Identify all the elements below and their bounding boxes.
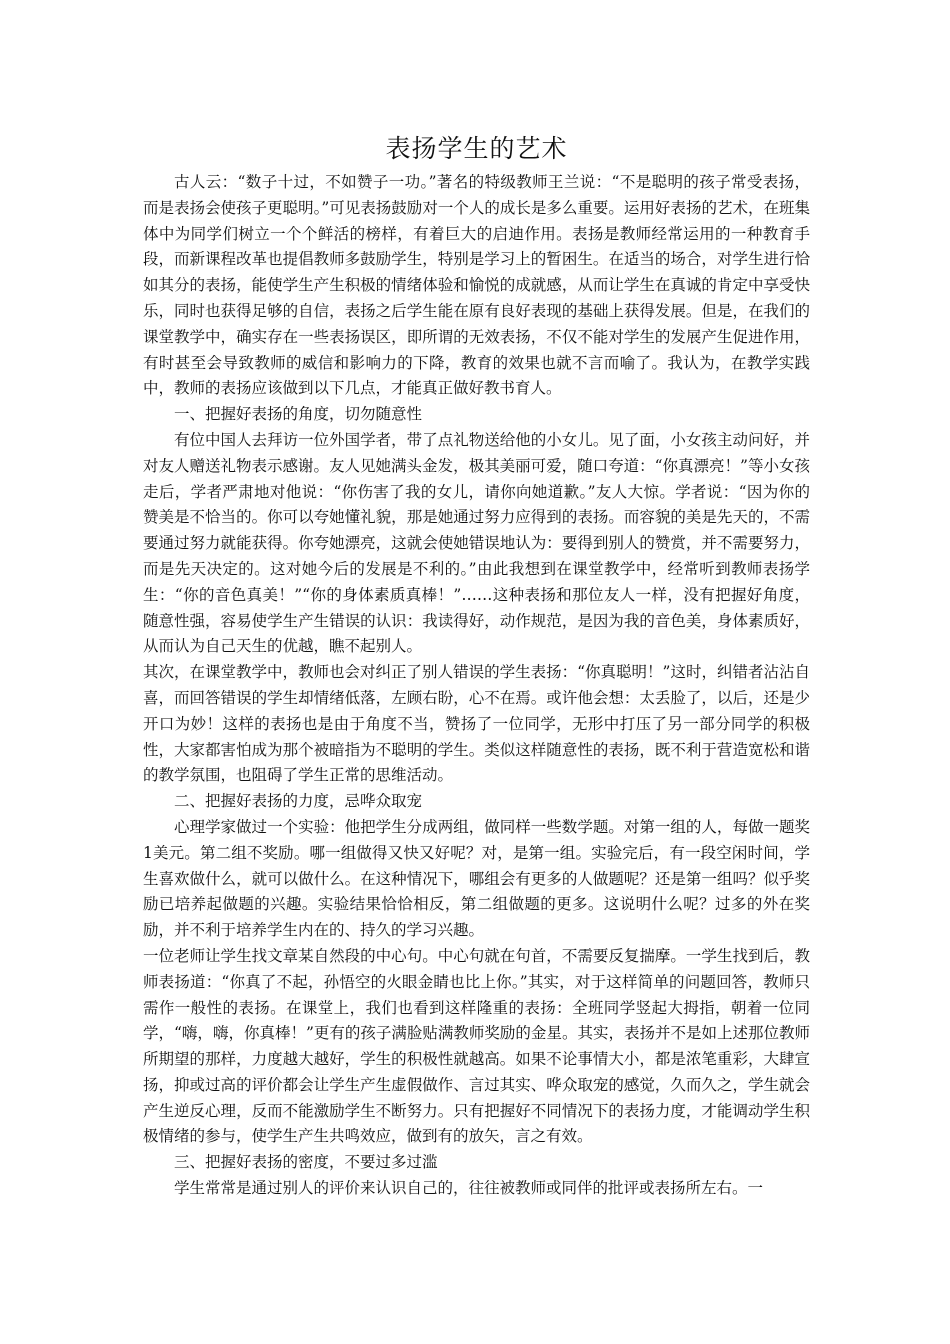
paragraph-density: 学生常常是通过别人的评价来认识自己的，往往被教师或同伴的批评或表扬所左右。一: [174, 1179, 764, 1198]
document-body: [143, 132, 810, 1202]
paragraph-secondly: 其次，在课堂教学中，教师也会对纠正了别人错误的学生表扬：“你真聪明！”这时，纠错者沾沾自喜，而回答错误的学生却情绪低落，左顾右盼，心不在焉。或许他会想：太丢脸了，以后，还是少开口为妙！这样的表扬也是由于角度不当，赞扬了一位同学，无形中打压了另一部分同学的积极性，大家都害怕成为那个被暗指为不聪明的学生。类似这样随意性的表扬，既不利于营造宽松和谐的教学氛围，也阻碍了学生正常的思维活动。: [143, 663, 810, 785]
document-title: 表扬学生的艺术: [385, 134, 568, 163]
paragraph-story: 有位中国人去拜访一位外国学者，带了点礼物送给他的小女儿。见了面，小女孩主动问好，并对友人赠送礼物表示感谢。友人见她满头金发，极其美丽可爱，随口夸道：“你真漂亮！”等小女孩走后，学者严肃地对他说：“你伤害了我的女儿，请你向她道歉。”友人大惊。学者说：“因为你的赞美是不恰当的。你可以夸她懂礼貌，那是她通过努力应得到的表扬。而容貌的美是先天的，不需要通过努力就能获得。你夸她漂亮，这就会使她错误地认为：要得到别人的赞赏，并不需要努力，而是先天决定的。这对她今后的发展是不利的。”由此我想到在课堂教学中，经常听到教师表扬学生：“你的音色真美！”“你的身体素质真棒！”……这种表扬和那位友人一样，没有把握好角度，随意性强，容易使学生产生错误的认识：我读得好，动作规范，是因为我的音色美，身体素质好，从而认为自己天生的优越，瞧不起别人。: [143, 430, 810, 656]
section-heading-2: 二、把握好表扬的力度，忌哗众取宠: [174, 792, 423, 811]
paragraph-teacher-example: 一位老师让学生找文章某自然段的中心句。中心句就在句首，不需要反复揣摩。一学生找到后，教师表扬道：“你真了不起，孙悟空的火眼金睛也比上你。”其实，对于这样简单的问题回答，教师只需作一般性的表扬。在课堂上，我们也看到这样隆重的表扬：全班同学竖起大拇指，朝着一位同学，“嗨，嗨，你真棒！”更有的孩子满脸贴满教师奖励的金星。其实，表扬并不是如上述那位教师所期望的那样，力度越大越好，学生的积极性就越高。如果不论事情大小，都是浓笔重彩，大肆宣扬，抑或过高的评价都会让学生产生虚假做作、言过其实、哗众取宠的感觉，久而久之，学生就会产生逆反心理，反而不能激励学生不断努力。只有把握好不同情况下的表扬力度，才能调动学生积极情绪的参与，使学生产生共鸣效应，做到有的放矢，言之有效。: [143, 946, 810, 1146]
paragraph-intro: 古人云：“数子十过，不如赞子一功。”著名的特级教师王兰说：“不是聪明的孩子常受表扬，而是表扬会使孩子更聪明。”可见表扬鼓励对一个人的成长是多么重要。运用好表扬的艺术，在班集体中为同学们树立一个个鲜活的榜样，有着巨大的启迪作用。表扬是教师经常运用的一种教育手段，而新课程改革也提倡教师多鼓励学生，特别是学习上的暂困生。在适当的场合，对学生进行恰如其分的表扬，能使学生产生积极的情绪体验和愉悦的成就感，从而让学生在真诚的肯定中享受快乐，同时也获得足够的自信，表扬之后学生能在原有良好表现的基础上获得发展。但是，在我们的课堂教学中，确实存在一些表扬误区，即所谓的无效表扬，不仅不能对学生的发展产生促进作用，有时甚至会导致教师的威信和影响力的下降，教育的效果也就不言而喻了。我认为，在教学实践中，教师的表扬应该做到以下几点，才能真正做好教书育人。: [143, 173, 810, 398]
section-heading-1: 一、把握好表扬的角度，切勿随意性: [174, 405, 423, 424]
paragraph-experiment: 心理学家做过一个实验：他把学生分成两组，做同样一些数学题。对第一组的人，每做一题奖1美元。第二组不奖励。哪一组做得又快又好呢？对，是第一组。实验完后，有一段空闲时间，学生喜欢做什么，就可以做什么。在这种情况下，哪组会有更多的人做题呢？还是第一组吗？似乎奖励已培养起做题的兴趣。实验结果恰恰相反，第二组做题的更多。这说明什么呢？过多的外在奖励，并不利于培养学生内在的、持久的学习兴趣。: [143, 817, 810, 940]
section-heading-3: 三、把握好表扬的密度，不要过多过滥: [174, 1153, 438, 1172]
